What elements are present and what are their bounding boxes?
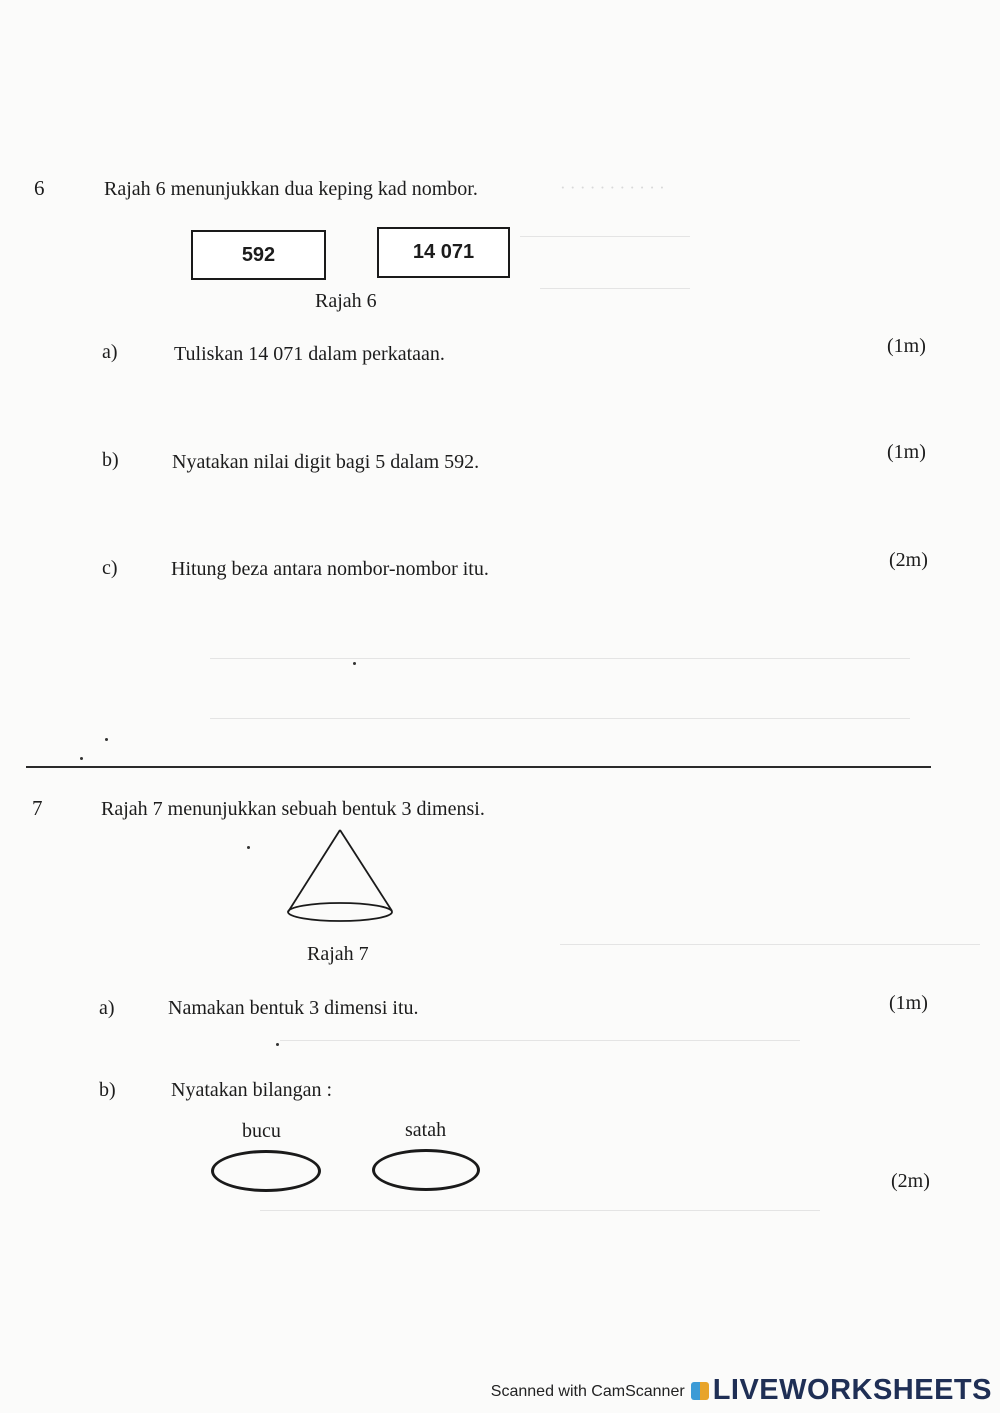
answer-label-bucu: bucu [242, 1120, 281, 1142]
question-6-number: 6 [34, 176, 45, 200]
bleed-through-line [280, 1040, 800, 1041]
answer-oval-bucu[interactable] [211, 1150, 321, 1192]
answer-oval-satah[interactable] [372, 1149, 480, 1191]
q7a-label: a) [99, 997, 115, 1019]
q6a-label: a) [102, 341, 118, 363]
scan-speck [276, 1043, 279, 1046]
question-6-intro: Rajah 6 menunjukkan dua keping kad nombor. [104, 178, 478, 200]
scan-speck [353, 662, 356, 665]
figure-7-caption: Rajah 7 [307, 943, 369, 965]
q7a-marks: (1m) [889, 992, 928, 1014]
number-card-2: 14 071 [377, 227, 510, 278]
footer-watermark [491, 1374, 992, 1407]
bleed-through-line [210, 718, 910, 719]
q6c-marks: (2m) [889, 549, 928, 571]
q7a-text: Namakan bentuk 3 dimensi itu. [168, 997, 419, 1019]
scanner-credit: Scanned with CamScanner [490, 1383, 685, 1400]
liveworksheets-brand: LIVEWORKSHEETS [712, 1374, 992, 1406]
section-divider [26, 766, 931, 768]
q6a-marks: (1m) [887, 335, 926, 357]
bleed-through-line [260, 1210, 820, 1211]
scan-speck [80, 757, 83, 760]
cone-diagram [280, 825, 400, 930]
question-7-number: 7 [32, 796, 43, 820]
bleed-through-line [210, 658, 910, 659]
q6c-label: c) [102, 557, 118, 579]
figure-6-caption: Rajah 6 [315, 290, 377, 312]
q6b-marks: (1m) [887, 441, 926, 463]
q6c-text: Hitung beza antara nombor-nombor itu. [171, 558, 489, 580]
bleed-through-line [540, 288, 690, 289]
scan-speck [105, 738, 108, 741]
liveworksheets-logo-icon [691, 1382, 709, 1400]
number-card-1: 592 [191, 230, 326, 280]
bleed-through-line [520, 236, 690, 237]
question-7-intro: Rajah 7 menunjukkan sebuah bentuk 3 dimensi. [101, 798, 485, 820]
bleed-through-line [560, 944, 980, 945]
bleed-through-text: · · · · · · · · · · · [560, 178, 665, 197]
q7b-marks: (2m) [891, 1170, 930, 1192]
q6b-label: b) [102, 449, 119, 471]
q6b-text: Nyatakan nilai digit bagi 5 dalam 592. [172, 451, 480, 473]
q7b-label: b) [99, 1079, 116, 1101]
scan-speck [247, 846, 250, 849]
q7b-text: Nyatakan bilangan : [171, 1079, 333, 1101]
q6a-text: Tuliskan 14 071 dalam perkataan. [174, 343, 445, 365]
answer-label-satah: satah [405, 1119, 447, 1141]
